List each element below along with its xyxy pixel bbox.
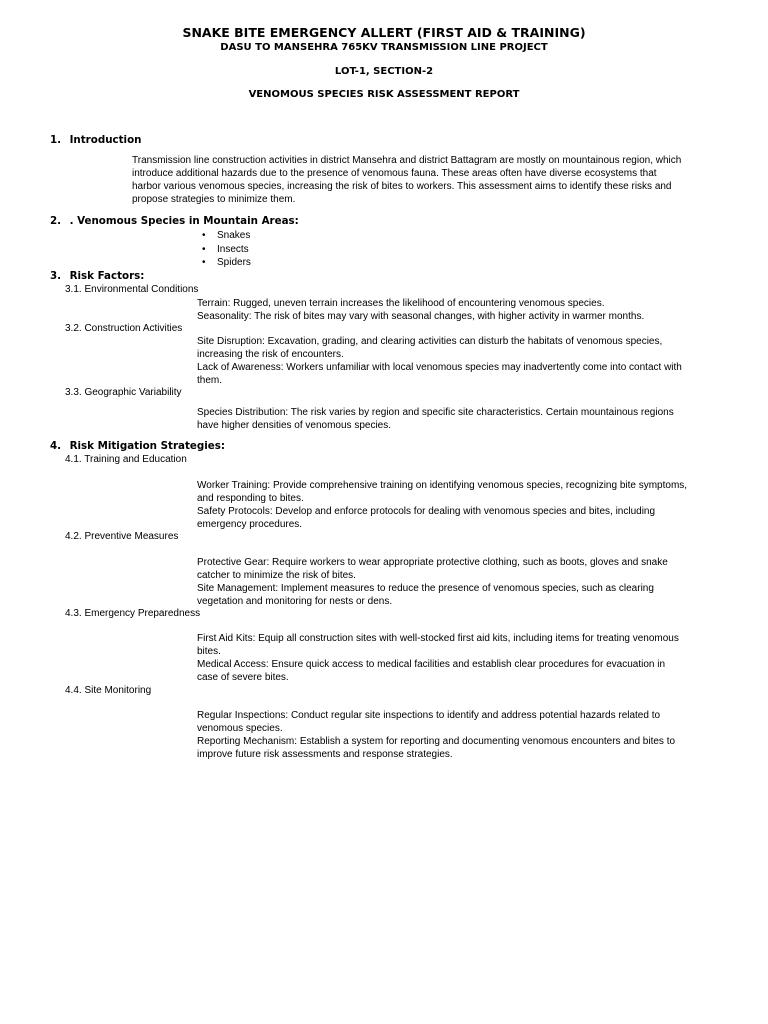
section-title: . Venomous Species in Mountain Areas:	[69, 215, 299, 227]
subsection-paragraph	[197, 710, 675, 762]
section-title: Risk Mitigation Strategies:	[69, 440, 226, 452]
text-line: venomous species.	[197, 722, 283, 734]
text-line: introduce additional hazards due to the presence of venomous fauna. These areas often have diverse ecosystems that	[132, 167, 657, 179]
list-item: • Insects	[200, 243, 251, 257]
text-line: Site Disruption: Excavation, grading, and clearing activities can disturb the habitats of venomous species,	[197, 336, 663, 347]
section-1-heading	[50, 134, 142, 146]
subsection-heading: 3.3. Geographic Variability	[65, 387, 182, 398]
introduction-paragraph	[132, 155, 681, 207]
section-number: 1.	[50, 134, 62, 146]
subsection-heading: 4.1. Training and Education	[65, 454, 187, 465]
subsection-paragraph	[197, 298, 644, 324]
text-line: Species Distribution: The risk varies by region and specific site characteristics. Certain mountainous regions	[197, 407, 674, 418]
text-line: Regular Inspections: Conduct regular site inspections to identify and address potential hazards related to	[197, 710, 661, 721]
text-line: Lack of Awareness: Workers unfamiliar with local venomous species may inadvertently come into contact with	[197, 361, 682, 373]
section-title: Risk Factors:	[69, 270, 145, 282]
list-item: • Spiders	[200, 256, 251, 270]
text-line: Protective Gear: Require workers to wear appropriate protective clothing, such as boots, gloves and snake	[197, 557, 668, 568]
section-4-heading	[50, 440, 225, 452]
list-item: • Snakes	[200, 229, 251, 243]
section-number: 3.	[50, 270, 62, 282]
project-subtitle: DASU TO MANSEHRA 765KV TRANSMISSION LINE PROJECT	[220, 42, 548, 53]
subsection-heading: 4.4. Site Monitoring	[65, 685, 152, 696]
subsection-paragraph	[197, 557, 668, 609]
section-title: Introduction	[69, 134, 142, 146]
text-line: case of severe bites.	[197, 671, 289, 683]
lot-section: LOT-1, SECTION-2	[334, 66, 434, 77]
subsection-paragraph	[197, 407, 674, 433]
report-title: VENOMOUS SPECIES RISK ASSESSMENT REPORT	[248, 89, 520, 100]
subsection-heading: 4.3. Emergency Preparedness	[65, 608, 201, 619]
text-line: First Aid Kits: Equip all construction sites with well-stocked first aid kits, including items for treating venomous	[197, 633, 679, 644]
text-line: improve future risk assessments and response strategies.	[197, 748, 453, 760]
species-list	[200, 229, 251, 270]
text-line: Transmission line construction activities in district Mansehra and district Battagram are mostly on mountainous region, which	[132, 155, 682, 166]
document-title: SNAKE BITE EMERGENCY ALLERT (FIRST AID & TRAINING)	[182, 25, 586, 40]
subsection-paragraph	[197, 633, 679, 685]
text-line: Seasonality: The risk of bites may vary with seasonal changes, with higher activity in warmer months.	[197, 310, 645, 322]
section-3-heading	[50, 270, 144, 282]
text-line: catcher to minimize the risk of bites.	[197, 569, 356, 581]
text-line: them.	[197, 374, 223, 386]
text-line: Site Management: Implement measures to reduce the presence of venomous species, such as clearing	[197, 582, 654, 594]
text-line: harbor various venomous species, increasing the risk of bites to workers. This assessment aims to identify these risks and	[132, 180, 672, 192]
subsection-paragraph	[197, 336, 682, 388]
text-line: have higher densities of venomous species.	[197, 419, 392, 431]
text-line: Terrain: Rugged, uneven terrain increases the likelihood of encountering venomous species.	[197, 298, 605, 309]
text-line: Safety Protocols: Develop and enforce protocols for dealing with venomous species and bites, including	[197, 505, 656, 517]
text-line: and responding to bites.	[197, 492, 304, 504]
text-line: propose strategies to minimize them.	[132, 193, 296, 205]
text-line: vegetation and monitoring for nests or dens.	[197, 595, 393, 607]
text-line: Medical Access: Ensure quick access to medical facilities and establish clear procedures for evacuation in	[197, 658, 666, 670]
subsection-heading: 3.2. Construction Activities	[65, 323, 183, 334]
text-line: bites.	[197, 645, 221, 657]
subsection-paragraph	[197, 480, 687, 532]
section-number: 4.	[50, 440, 62, 452]
section-number: 2.	[50, 215, 62, 227]
text-line: increasing the risk of encounters.	[197, 348, 344, 360]
text-line: Worker Training: Provide comprehensive training on identifying venomous species, recognizing bite symptoms,	[197, 480, 688, 491]
section-2-heading	[50, 215, 299, 227]
subsection-heading: 4.2. Preventive Measures	[65, 531, 179, 542]
text-line: Reporting Mechanism: Establish a system for reporting and documenting venomous encounters and bites to	[197, 735, 676, 747]
subsection-heading: 3.1. Environmental Conditions	[65, 284, 199, 295]
text-line: emergency procedures.	[197, 518, 303, 530]
